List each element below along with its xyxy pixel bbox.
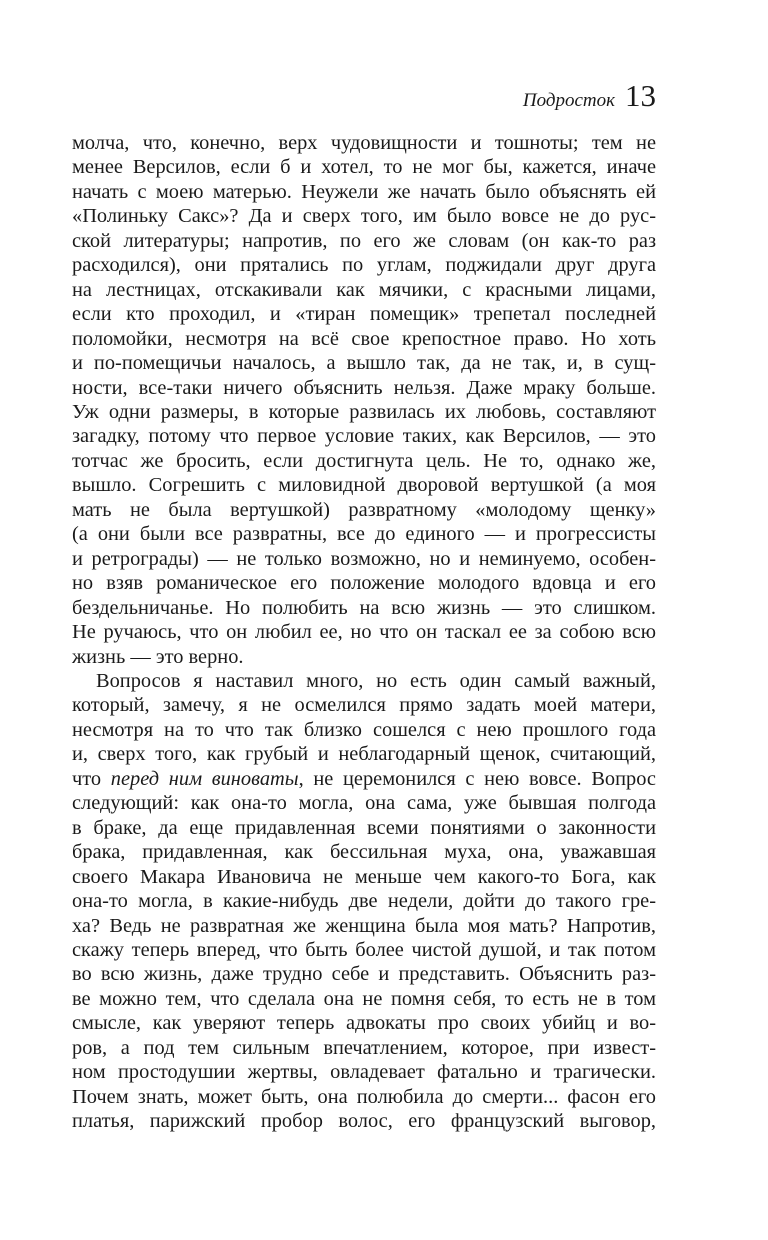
text-line: она-то могла, в какие-нибудь две недели, дойти до такого гре- (72, 890, 656, 913)
text-line-with-emphasis (72, 767, 656, 791)
text-line: следующий: как она-то могла, она сама, уже бывшая полгода (72, 792, 656, 815)
text-line: начать с моею матерью. Неужели же начать было объяснять ей (72, 180, 656, 203)
text-line: расходился), они прятались по углам, поджидали друг друга (72, 254, 656, 277)
text-line: поломойки, несмотря на всё свое крепостное право. Но хоть (72, 327, 656, 350)
running-header (523, 78, 656, 114)
text-line: скажу теперь вперед, что быть более чистой душой, и так потом (72, 938, 656, 961)
italic-phrase: перед ним виноваты (110, 767, 299, 790)
text-line: загадку, потому что первое условие таких, как Версилов, — это (72, 425, 656, 448)
text-line: если кто проходил, и «тиран помещик» трепетал последней (72, 303, 656, 326)
text-line: мать не была вертушкой) развратному «молодому щенку» (72, 498, 656, 521)
text-line: который, замечу, я не осмелился прямо задать моей матери, (72, 694, 656, 717)
page-number: 13 (625, 78, 656, 113)
text-line: «Полиньку Сакс»? Да и сверх того, им было вовсе не до рус- (72, 205, 656, 228)
text-line: Почем знать, может быть, она полюбила до смерти... фасон его (72, 1085, 656, 1108)
text-line: ве можно тем, что сделала она не помня себя, то есть не в том (72, 987, 656, 1010)
text-line: платья, парижский пробор волос, его французский выговор, (72, 1110, 656, 1133)
text-fragment: что (72, 767, 111, 790)
paragraph-2 (72, 669, 656, 1134)
body-text (72, 131, 656, 1134)
text-line: смысле, как уверяют теперь адвокаты про своих убийц и во- (72, 1012, 656, 1035)
text-line: тотчас же бросить, если достигнута цель. Не то, однако же, (72, 449, 656, 472)
text-fragment: , не церемонился с нею вовсе. Вопрос (298, 767, 656, 790)
text-line: Вопросов я наставил много, но есть один самый важный, (96, 669, 656, 692)
text-line: ской литературы; напротив, по его же словам (он как-то раз (72, 229, 656, 252)
text-line: ном простодушии жертвы, овладевает фатально и трагически. (72, 1061, 656, 1084)
text-line: своего Макара Ивановича не меньше чем какого-то Бога, как (72, 865, 656, 888)
text-line: (а они были все развратны, все до единого — и прогрессисты (72, 523, 656, 546)
text-line: ности, все-таки ничего объяснить нельзя. Даже мраку больше. (72, 376, 656, 399)
text-line: в браке, да еще придавленная всеми понятиями о законности (72, 816, 656, 839)
text-line: жизнь — это верно. (72, 645, 244, 668)
text-line: менее Версилов, если б и хотел, то не мог бы, кажется, иначе (72, 156, 656, 179)
text-line: бездельничанье. Но полюбить на всю жизнь — это слишком. (72, 596, 656, 619)
text-line: и, сверх того, как грубый и неблагодарный щенок, считающий, (72, 743, 656, 766)
text-line: Не ручаюсь, что он любил ее, но что он таскал ее за собою всю (72, 621, 656, 644)
text-line: но взяв романическое его положение молодого вдовца и его (72, 572, 656, 595)
text-line: ров, а под тем сильным впечатлением, которое, при извест- (72, 1036, 656, 1059)
text-line: брака, придавленная, как бессильная муха, она, уважавшая (72, 841, 656, 864)
running-title: Подросток (522, 90, 615, 111)
text-line: несмотря на то что так близко сошелся с нею прошлого года (72, 718, 656, 741)
text-line: ха? Ведь не развратная же женщина была моя мать? Напротив, (72, 914, 656, 937)
text-line: на лестницах, отскакивали как мячики, с красными лицами, (72, 278, 656, 301)
paragraph-1 (72, 131, 656, 669)
text-line: Уж одни размеры, в которые развилась их любовь, составляют (72, 400, 656, 423)
text-line: и по-помещичьи началось, а вышло так, да не так, и, в сущ- (72, 352, 656, 375)
text-line: во всю жизнь, даже трудно себе и представить. Объяснить раз- (72, 963, 656, 986)
text-line: и ретрограды) — не только возможно, но и неминуемо, особен- (72, 547, 656, 570)
text-line: вышло. Согрешить с миловидной дворовой вертушкой (а моя (72, 474, 656, 497)
text-line: молча, что, конечно, верх чудовищности и тошноты; тем не (72, 132, 656, 154)
